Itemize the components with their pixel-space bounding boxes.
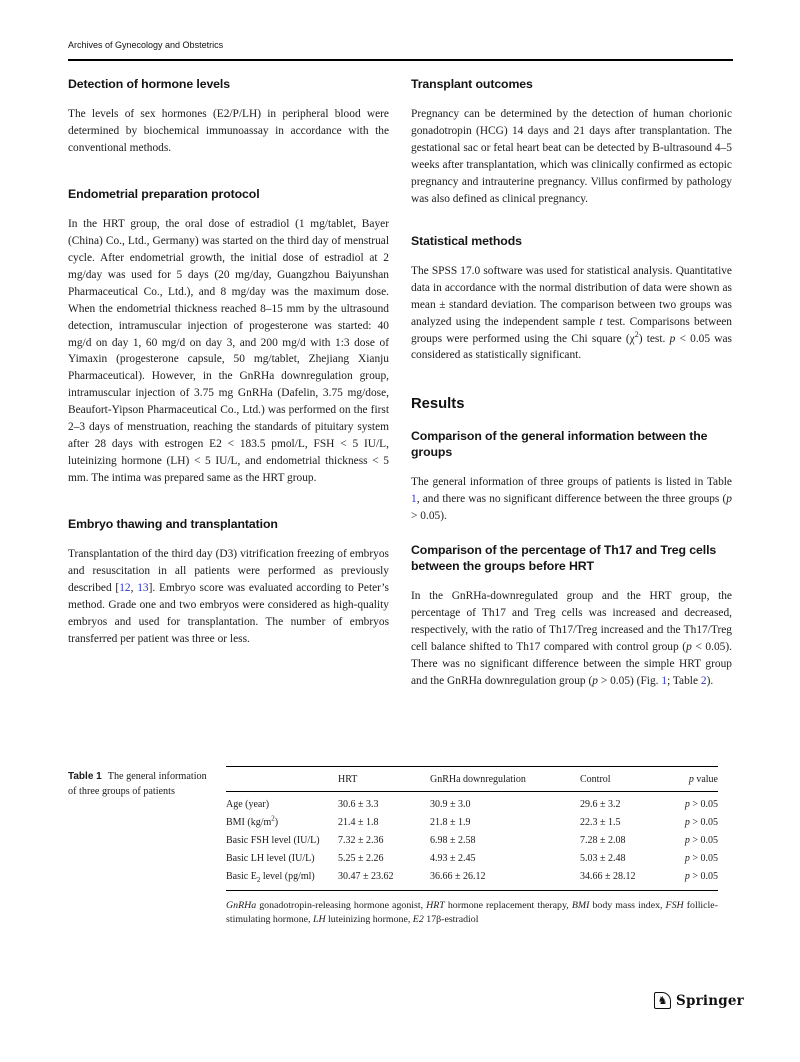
section-heading: Detection of hormone levels xyxy=(68,77,230,91)
cell-gnrha: 21.8 ± 1.9 xyxy=(430,817,471,828)
table-row-basic-e2 xyxy=(226,867,718,891)
cell-p-value: p > 0.05 xyxy=(684,871,718,882)
section-detection-of-hormone-levels xyxy=(68,77,389,157)
running-head: Archives of Gynecology and Obstetrics xyxy=(68,40,733,61)
cell-gnrha: 30.9 ± 3.0 xyxy=(430,799,471,810)
subsection-paragraph: The general information of three groups of patients is listed in Table 1, and there was no significant difference between the three groups (p > 0.05). xyxy=(411,476,732,523)
subsection-th17-treg-cells xyxy=(411,543,732,690)
springer-knight-icon: ♞ xyxy=(654,992,671,1009)
publisher-name: Springer xyxy=(676,992,744,1009)
reference-link[interactable]: 12 xyxy=(119,581,131,594)
section-heading: Statistical methods xyxy=(411,233,522,248)
table-caption-label: Table 1 xyxy=(68,771,102,782)
reference-link[interactable]: 1 xyxy=(411,493,417,506)
reference-link[interactable]: 1 xyxy=(661,674,668,687)
cell-hrt: 5.25 ± 2.26 xyxy=(338,853,384,864)
cell-p-value: p > 0.05 xyxy=(684,835,718,846)
row-label: BMI $(kg/m^2)$ xyxy=(226,814,279,828)
section-endometrial-preparation-protocol xyxy=(68,187,389,487)
cell-control: 34.66 ± 28.12 xyxy=(580,871,636,882)
section-paragraph: Pregnancy can be determined by the detection of human chorionic gonadotropin (HCG) 14 days and 21 days after transplantation. The gestational sac or fetal heart beat can be detected by B-ultrasound 4–5 weeks after transplantation, which was clinically confirmed as ectopic pregnancy and intrauterine pregnancy. Villus confirmed by pathology was also defined as clinical pregnancy. xyxy=(411,107,732,205)
subsection-paragraph: In the GnRHa-downregulated group and the HRT group, the percentage of Th17 and Treg cells was increased and decreased, respectively, with the ratio of Th17/Treg increased and the Th17/Treg cell balance shifted to Th17 compared with control group (p < 0.05). There was no significant difference between the simple HRT group and the GnRHa downregulation group (p > 0.05) (Fig. 1; Table 2). xyxy=(411,590,732,687)
table-header-row xyxy=(226,767,718,792)
row-label: Basic $E_2$ level (pg/ml) xyxy=(226,871,315,884)
cell-hrt: 30.6 ± 3.3 xyxy=(338,799,379,810)
table-row-basic-fsh xyxy=(226,831,718,849)
section-paragraph: Transplantation of the third day (D3) vitrification freezing of embryos and resuscitation in all patients were performed as previously described [12, 13]. Embryo score was evaluated according to Peter’s method. Grade one and two embryos were considered as high-quality embryos and used for transplantation. The number of embryos transferred per patient was three or less. xyxy=(68,548,389,645)
section-paragraph: In the HRT group, the oral dose of estradiol (1 mg/tablet, Bayer (China) Co., Ltd., Germany) was started on the third day of menstrual cycle. After endometrial growth, the initial dose of estradiol at 2 mg/day was used for 5 days (20 mg/day, Guangzhou Baiyunshan Pharmaceutical Co., Ltd.), and 8 mg/day was the maximum dose. When the endometrial thickness reached 8–15 mm by the ultrasound detection, intramuscular injection of progesterone was started: 40 mg/d on day 1, 60 mg/d on day 3, and 200 mg/d with 1:3 dose of Yimaxin (progesterone capsule, 50 mg/tablet, Zhejiang Xianju Pharmaceutical). However, in the GnRHa downregulation group, intramuscular injection of 3.75 mg GnRHa (Dafelin, 3.75 mg/dose, Beaufort-Yipson Pharmaceutical Co., Ltd.) was performed on the first 2–3 days of menstruation, reaching the standards of pituitary system after 28 days with estrogen E2 < 183.5 pmol/L, FSH < 5 IU/L, luteinizing hormone (LH) < 5 IU/L, and endometrial thickness < 5 mm. The intima was prepared same as the HRT group. xyxy=(68,217,389,485)
cell-control: 7.28 ± 2.08 xyxy=(580,835,626,846)
cell-hrt: 30.47 ± 23.62 xyxy=(338,871,394,882)
table-caption-text: The general information of three groups of patients xyxy=(68,771,207,797)
cell-gnrha: 36.66 ± 26.12 xyxy=(430,871,486,882)
cell-gnrha: 4.93 ± 2.45 xyxy=(430,853,476,864)
section-statistical-methods xyxy=(411,234,732,365)
two-column-body xyxy=(68,77,733,690)
table-caption xyxy=(68,766,226,927)
header-hrt: HRT xyxy=(338,767,430,792)
row-label: Age (year) xyxy=(226,799,270,810)
cell-gnrha: 6.98 ± 2.58 xyxy=(430,835,476,846)
section-heading: Transplant outcomes xyxy=(411,77,533,91)
cell-control: 22.3 ± 1.5 xyxy=(580,817,621,828)
section-embryo-thawing-and-transplantation xyxy=(68,517,389,648)
row-label: Basic FSH level (IU/L) xyxy=(226,835,320,846)
table-row-basic-lh xyxy=(226,849,718,867)
cell-p-value: p > 0.05 xyxy=(684,799,718,810)
table-wrap xyxy=(226,766,718,927)
subsection-heading: Comparison of the general information between the groups xyxy=(411,429,708,460)
reference-link[interactable]: 2 xyxy=(700,674,707,687)
table-1 xyxy=(226,766,718,891)
section-paragraph: The SPSS 17.0 software was used for statistical analysis. Quantitative data in accordance with the normal distribution of data were shown as mean ± standard deviation. The comparison between two groups was analyzed using the independent sample t test. Comparisons between groups were performed using the Chi square $(\chi^2)$ test. p < 0.05 was considered as statistically significant. xyxy=(411,264,732,362)
reference-link[interactable]: 13 xyxy=(137,581,149,594)
cell-control: 29.6 ± 3.2 xyxy=(580,799,621,810)
table-1-block xyxy=(68,766,733,927)
right-column xyxy=(411,77,732,690)
table-footnote: GnRHa gonadotropin-releasing hormone agonist, HRT hormone replacement therapy, BMI body mass index, FSH follicle-stimulating hormone, LH luteinizing hormone, E2 17β-estradiol xyxy=(226,900,718,925)
section-heading: Endometrial preparation protocol xyxy=(68,186,260,201)
header-p-value: p value xyxy=(672,767,718,792)
cell-hrt: 7.32 ± 2.36 xyxy=(338,835,384,846)
cell-p-value: p > 0.05 xyxy=(684,817,718,828)
publisher-logo xyxy=(654,992,744,1009)
row-label: Basic LH level (IU/L) xyxy=(226,853,315,864)
header-gnrha-downregulation: GnRHa downregulation xyxy=(430,767,580,792)
left-column xyxy=(68,77,389,690)
header-empty-cell xyxy=(226,767,338,792)
table-row-age xyxy=(226,792,718,814)
section-transplant-outcomes xyxy=(411,77,732,208)
cell-control: 5.03 ± 2.48 xyxy=(580,853,626,864)
header-control: Control xyxy=(580,767,672,792)
subsection-general-information xyxy=(411,429,732,525)
table-row-bmi xyxy=(226,813,718,831)
cell-hrt: 21.4 ± 1.8 xyxy=(338,817,379,828)
subsection-heading: Comparison of the percentage of Th17 and Treg cells between the groups before HRT xyxy=(411,543,717,574)
cell-p-value: p > 0.05 xyxy=(684,853,718,864)
section-paragraph: The levels of sex hormones (E2/P/LH) in peripheral blood were determined by biochemical immunoassay in accordance with the conventional methods. xyxy=(68,107,389,154)
section-heading: Embryo thawing and transplantation xyxy=(68,517,278,532)
results-heading: Results xyxy=(411,396,465,413)
